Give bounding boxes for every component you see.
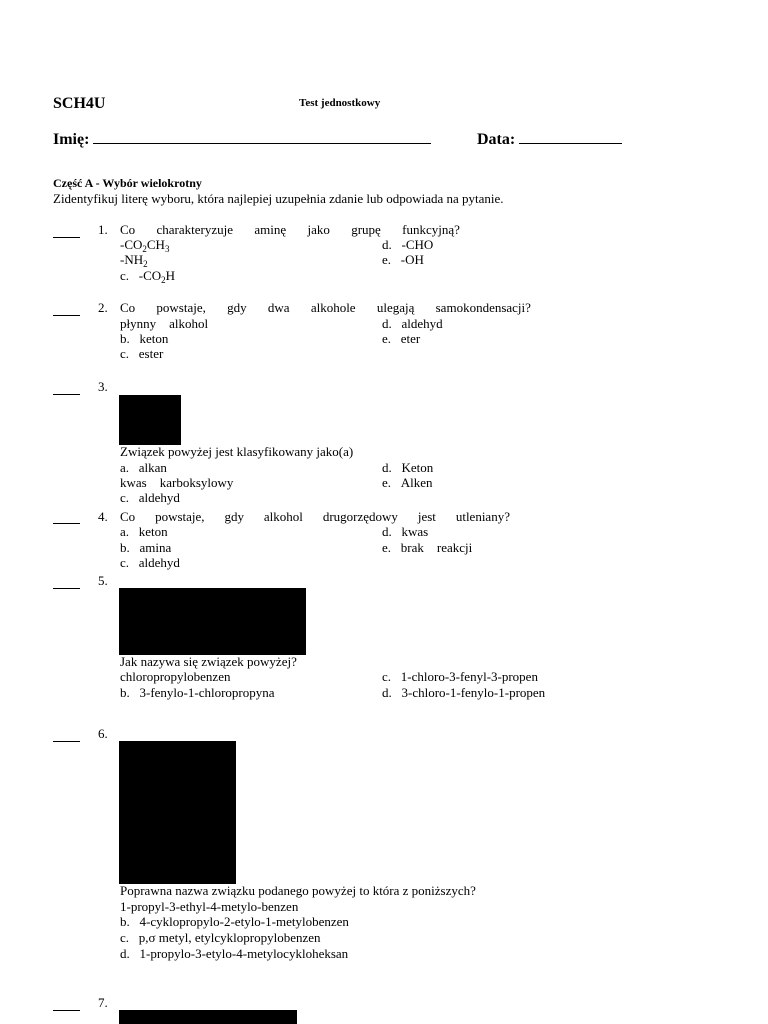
q2-option-a: płynny alkohol [120,316,209,331]
q2-stem-word: powstaje, [156,300,206,315]
q2-stem-word: alkohole [310,300,356,315]
q6-option-c: c. p,σ metyl, etylcyklopropylobenzen [120,930,321,945]
q4-stem [120,509,510,525]
q2-option-e: e. eter [382,331,421,346]
q2-stem-word: samokondensacji? [435,300,531,315]
q3-option-c: c. aldehyd [120,490,180,505]
q2-option-d: d. aldehyd [382,316,443,331]
q2-stem-word: gdy [227,300,247,315]
q5-structure-image [119,588,306,655]
q1-number: 1. [98,222,108,237]
q4-stem-word: alkohol [263,509,303,524]
part-a-instructions: Zidentyfikuj literę wyboru, która najlepiej uzupełnia zdanie lub odpowiada na pytanie. [53,191,504,206]
part-a-title: Część A - Wybór wielokrotny [53,176,202,190]
q4-number: 4. [98,509,108,524]
test-title: Test jednostkowy [299,97,381,109]
q6-option-a: 1-propyl-3-ethyl-4-metylo-benzen [120,899,299,914]
q5-option-d: d. 3-chloro-1-fenylo-1-propen [382,685,546,700]
q7-structure-image [119,1010,297,1024]
name-blank-line[interactable] [93,142,431,144]
q3-number: 3. [98,379,108,394]
q1-option-e: e. -OH [382,252,424,267]
name-field [53,131,431,149]
q4-option-d: d. kwas [382,524,429,539]
q2-stem-word: ulegają [376,300,415,315]
q4-stem-word: jest [417,509,436,524]
date-blank-line[interactable] [519,142,622,144]
q4-answer-blank[interactable] [53,522,80,524]
q2-option-c: c. ester [120,346,164,361]
q1-stem-word: Co [120,222,136,237]
q6-option-d: d. 1-propylo-3-etylo-4-metylocykloheksan [120,946,349,961]
date-label: Data: [477,131,516,148]
q1-stem-word: aminę [254,222,287,237]
q1-option-b: $-NH_2$ [120,252,148,269]
q6-option-b: b. 4-cyklopropylo-2-etylo-1-metylobenzen [120,914,349,929]
q4-option-a: a. keton [120,524,168,539]
q1-stem-word: charakteryzuje [156,222,234,237]
q4-stem-word: drugorzędowy [322,509,398,524]
q1-option-a: $-CO_2CH_3$ [120,237,170,254]
q3-option-a: a. alkan [120,460,167,475]
q3-option-e: e. Alken [382,475,433,490]
q7-number: 7. [98,995,108,1010]
q1-option-d: d. -CHO [382,237,434,252]
date-field [477,131,622,149]
q3-answer-blank[interactable] [53,393,80,395]
q4-stem-word: powstaje, [155,509,205,524]
q4-stem-word: utleniany? [455,509,510,524]
q2-stem-word: Co [120,300,136,315]
q3-stem: Związek powyżej jest klasyfikowany jako(a) [120,444,354,459]
q6-number: 6. [98,726,108,741]
q4-option-e: e. brak reakcji [382,540,473,555]
q2-option-b: b. keton [120,331,169,346]
q1-stem-word: grupę [351,222,381,237]
q2-number: 2. [98,300,108,315]
q1-answer-blank[interactable] [53,236,80,238]
q2-stem-word: dwa [267,300,290,315]
q1-stem [120,222,460,238]
q4-option-b: b. amina [120,540,172,555]
course-code: SCH4U [53,95,106,112]
q2-answer-blank[interactable] [53,314,80,316]
q3-option-d: d. Keton [382,460,434,475]
q1-stem-word: funkcyjną? [402,222,460,237]
q2-stem [120,300,531,316]
q5-answer-blank[interactable] [53,587,80,589]
q4-stem-word: Co [120,509,136,524]
q6-answer-blank[interactable] [53,740,80,742]
q4-option-c: c. aldehyd [120,555,180,570]
q5-option-b: b. 3-fenylo-1-chloropropyna [120,685,275,700]
name-label: Imię: [53,131,90,148]
q6-structure-image [119,741,236,884]
q5-option-a: chloropropylobenzen [120,669,231,684]
q3-structure-image [119,395,181,445]
q5-number: 5. [98,573,108,588]
q6-stem: Poprawna nazwa związku podanego powyżej to która z poniższych? [120,883,476,898]
q5-option-c: c. 1-chloro-3-fenyl-3-propen [382,669,538,684]
q1-stem-word: jako [307,222,330,237]
q3-option-b: kwas karboksylowy [120,475,234,490]
q7-answer-blank[interactable] [53,1009,80,1011]
q1-option-c: c. $-CO_2H$ [120,268,176,285]
q4-stem-word: gdy [224,509,244,524]
q5-stem: Jak nazywa się związek powyżej? [120,654,297,669]
